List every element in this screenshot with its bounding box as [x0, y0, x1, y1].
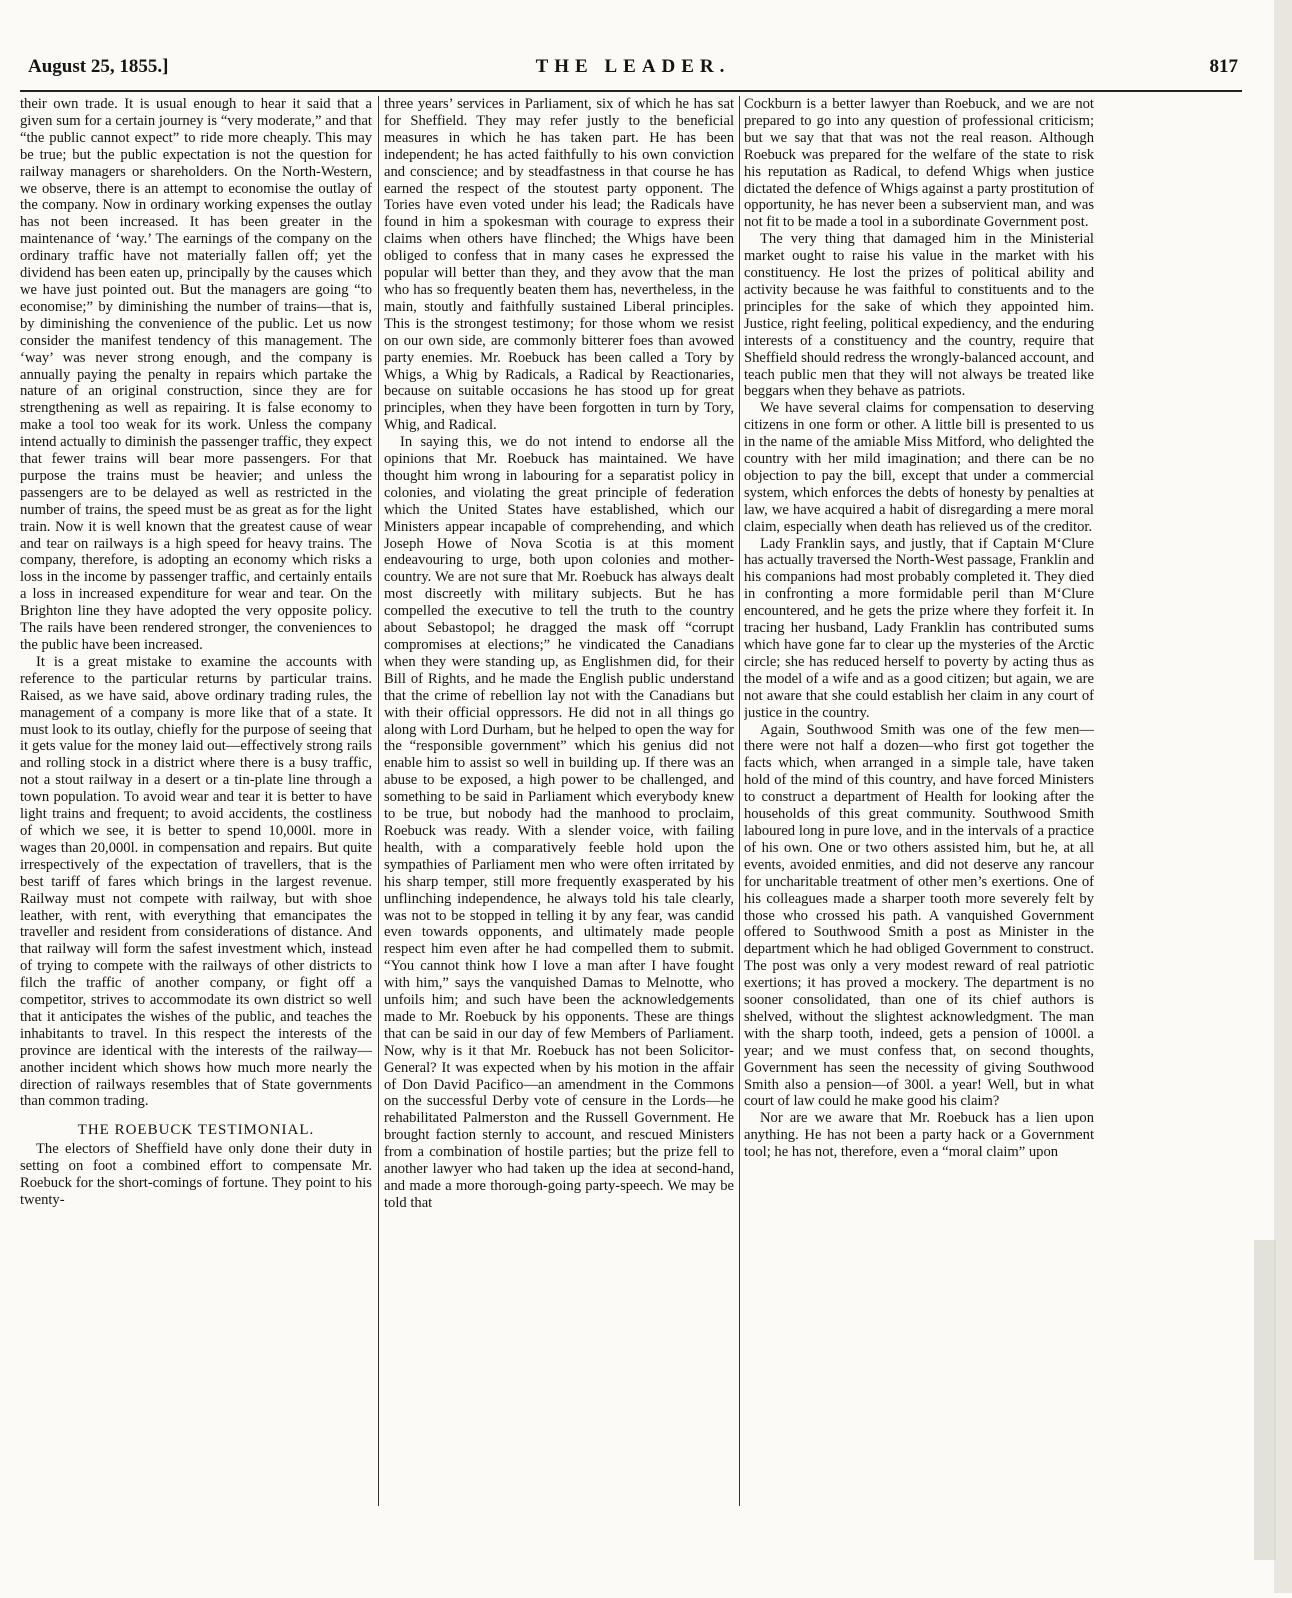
section-heading: THE ROEBUCK TESTIMONIAL.	[77, 1122, 315, 1139]
paragraph: their own trade. It is usual enough to hear it said that a given sum for a certain journey is “very moderate,” and that “the public cannot expect” to ride more cheaply. This may be true; but the public expectation is not the question for railway managers or shareholders. On the North-Western, we observe, there is an attempt to economise the outlay of the company. Now in ordinary working expenses the outlay has not been increased. It has been greater in the maintenance of ‘way.’ The earnings of the company on the ordinary traffic have not materially fallen off; yet the dividend has been eaten up, principally by the causes which we have just pointed out. But the managers are going “to economise;” by diminishing the number of trains—that is, by diminishing the convenience of the public. Let us now consider the manifest tendency of this management. The ‘way’ was never strong enough, and the company is annually paying the penalty in repairs which partake the nature of an original construction, since they are for strengthening as well as repairing. It is false economy to make a tool too weak for its work. Unless the company intend actually to diminish the passenger traffic, they expect that fewer trains will bear more passengers. For that purpose the trains must be heavier; and unless the passengers are to be delayed as well as restricted in the number of trains, the speed must be as great as for the light train. Now it is well known that the greatest cause of wear and tear on railways is a high speed for heavy trains. The company, therefore, is adopting an economy which risks a loss in the income by passenger traffic, and certainly entails a loss in increased expenditure for wear and tear. On the Brighton line they have adopted the very opposite policy. The rails have been rendered stronger, the conveniences to the public have been increased.	[20, 96, 372, 653]
header-date: August 25, 1855.]	[28, 56, 169, 77]
paragraph: The very thing that damaged him in the Ministerial market ought to raise his value in the market with his constituency. He lost the prizes of political ability and activity because he was faithful to constituents and to the principles for the sake of which they appointed him. Justice, right feeling, political expediency, and the enduring interests of a constituency and the country, require that Sheffield should redress the wrongly-balanced account, and teach public men that they will not always be treated like beggars when they behave as patriots.	[744, 231, 1094, 400]
header-rule	[20, 90, 1242, 92]
header-page-number: 817	[1209, 56, 1238, 77]
header-title: THE LEADER.	[535, 56, 731, 77]
column-2	[384, 96, 734, 1506]
page-header	[28, 56, 1238, 86]
paragraph: In saying this, we do not intend to endorse all the opinions that Mr. Roebuck has maintained. We have thought him wrong in labouring for a separatist policy in colonies, and violating the great principle of federation which the United States have established, which our Ministers appear incapable of comprehending, and which Joseph Howe of Nova Scotia is at this moment endeavouring to urge, both upon colonies and mother-country. We are not sure that Mr. Roebuck has always dealt most discreetly with military subjects. But he has compelled the executive to tell the truth to the country about Sebastopol; he dragged the mask off “corrupt compromises at elections;” he vindicated the Canadians when they were standing up, as Englishmen did, for their Bill of Rights, and he made the English public understand that the crime of rebellion lay not with the Canadians but with their official oppressors. He did not in all things go along with Lord Durham, but he helped to open the way for the “responsible government” which his genius did not enable him to assist so well in building up. If there was an abuse to be exposed, a high power to be challenged, and something to be said in Parliament which everybody knew to be true, but nobody had the manhood to proclaim, Roebuck was ready. With a slender voice, with failing health, with a comparatively feeble hold upon the sympathies of Parliament men who were often irritated by his sharp temper, still more frequently exasperated by his unflinching independence, he always told his tale clearly, was not to be stopped in telling it by any fear, was candid even towards opponents, and ultimately made people respect him even after he had compelled them to submit. “You cannot think how I love a man after I have fought with him,” says the vanquished Damas to Melnotte, who unfoils him; and such have been the acknowledgements made to Mr. Roebuck by his opponents. These are things that can be said in our day of few Members of Parliament. Now, why is it that Mr. Roebuck has not been Solicitor-General? It was expected when by his motion in the affair of Don David Pacifico—an amendment in the Commons on the successful Derby vote of censure in the Lords—he rehabilitated Palmerston and the Russell Government. He brought faction sternly to account, and rescued Ministers from a combination of hostile parties; but the prize fell to another lawyer who had taken up the idea at second-hand, and made a more thorough-going party-speech. We may be told that	[384, 434, 734, 1211]
paragraph: Cockburn is a better lawyer than Roebuck, and we are not prepared to go into any question of professional criticism; but we say that that was not the real reason. Although Roebuck was prepared for the welfare of the state to risk his reputation as Radical, to defend Whigs when justice dictated the defence of Whigs against a party prostitution of opportunity, he has never been a subservient man, and was not fit to be made a tool in a subordinate Government post.	[744, 96, 1094, 231]
paragraph: Again, Southwood Smith was one of the few men—there were not half a dozen—who first got together the facts which, when arranged in a simple tale, have taken hold of the mind of this country, and have forced Ministers to construct a department of Health for looking after the households of this great community. Southwood Smith laboured long in pure love, and in the intervals of a practice of his own. One or two others assisted him, but he, at all events, avoided enmities, and did not deserve any rancour for uncharitable treatment of other men’s exertions. One of his colleagues made a sharper tooth more severely felt by those who crossed his path. A vanquished Government offered to Southwood Smith a post as Minister in the department which he had obliged Government to construct. The post was only a very modest reward of real patriotic exertions; it has proved a mockery. The department is no sooner consolidated, than one of its chief authors is shelved, without the slightest acknowledgment. The man with the sharp tooth, indeed, gets a pension of 1000l. a year; and we must confess that, on second thoughts, Government has seen the necessity of giving Southwood Smith also a pension—of 300l. a year! Well, but in what court of law could he make good his claim?	[744, 721, 1094, 1110]
paragraph: three years’ services in Parliament, six of which he has sat for Sheffield. They may refer justly to the beneficial measures in which he has taken part. He has been independent; he has acted faithfully to his own conviction and conscience; and by steadfastness in that course he has earned the respect of the stoutest party opponent. The Tories have even voted under his lead; the Radicals have found in him a spokesman with courage to express their claims when others have flinched; the Whigs have been obliged to confess that in many cases he expressed the popular will better than they, and they avow that the man who has so frequently beaten them has, nevertheless, in the main, stoutly and faithfully sustained Liberal principles. This is the strongest testimony; for those whom we resist on our own side, are commonly bitterer foes than avowed party enemies. Mr. Roebuck has been called a Tory by Whigs, a Whig by Radicals, a Radical by Reactionaries, because on suitable occasions he has stood up for great principles, when they have been forgotten in turn by Tory, Whig, and Radical.	[384, 96, 734, 434]
scan-margin	[1244, 0, 1292, 1593]
column-divider	[739, 96, 740, 1506]
paragraph: We have several claims for compensation to deserving citizens in one form or other. A little bill is presented to us in the name of the amiable Miss Mitford, who delighted the country with her mild imagination; and there can be no objection to pay the bill, except that under a commercial system, which enforces the debts of honesty by penalties at law, we have acquired a habit of disregarding a mere moral claim, especially when death has relieved us of the creditor.	[744, 400, 1094, 535]
scan-noise-graphic	[1244, 0, 1292, 1593]
column-divider	[378, 96, 379, 1506]
column-1	[20, 96, 372, 1506]
paragraph: Lady Franklin says, and justly, that if Captain M‘Clure has actually traversed the North-West passage, Franklin and his companions had most probably completed it. They died in confronting a more formidable peril than M‘Clure encountered, and he gets the prize where they forfeit it. In tracing her husband, Lady Franklin has contributed sums which have gone far to clear up the mysteries of the Arctic circle; she has reduced herself to poverty by acting thus as the model of a wife and as a good citizen; but again, we are not aware that she could establish her claim in any court of justice in the country.	[744, 535, 1094, 721]
column-3	[744, 96, 1094, 1506]
paragraph: It is a great mistake to examine the accounts with reference to the particular returns by particular trains. Raised, as we have said, above ordinary trading rules, the management of a company is more like that of a state. It must look to its outlay, chiefly for the purpose of seeing that it gets value for the money laid out—effectively strong rails and rolling stock in a district where there is a busy traffic, not a stout railway in a desert or a tin-plate line through a town population. To avoid wear and tear it is better to have light trains and frequent; to avoid accidents, the costliness of which we see, it is better to spend 10,000l. more in wages than 20,000l. in compensation and repairs. But quite irrespectively of the expectation of travellers, that is the best tariff of fares which brings in the largest revenue. Railway must not compete with railway, but with shoe leather, with rent, with everything that emancipates the traveller and resident from considerations of distance. And that railway will form the safest investment which, instead of trying to compete with the railways of other districts to filch the traffic of another company, or fight off a competitor, strives to accommodate its own district so well that it anticipates the wishes of the public, and teaches the inhabitants to travel. In this respect the interests of the province are identical with the interests of the railway—another incident which shows how much more nearly the direction of railways resembles that of State governments than common trading.	[20, 653, 372, 1110]
paragraph: The electors of Sheffield have only done their duty in setting on foot a combined effort to compensate Mr. Roebuck for the short-comings of fortune. They point to his twenty-	[20, 1141, 372, 1208]
paragraph: Nor are we aware that Mr. Roebuck has a lien upon anything. He has not been a party hack or a Government tool; he has not, therefore, even a “moral claim” upon	[744, 1110, 1094, 1161]
